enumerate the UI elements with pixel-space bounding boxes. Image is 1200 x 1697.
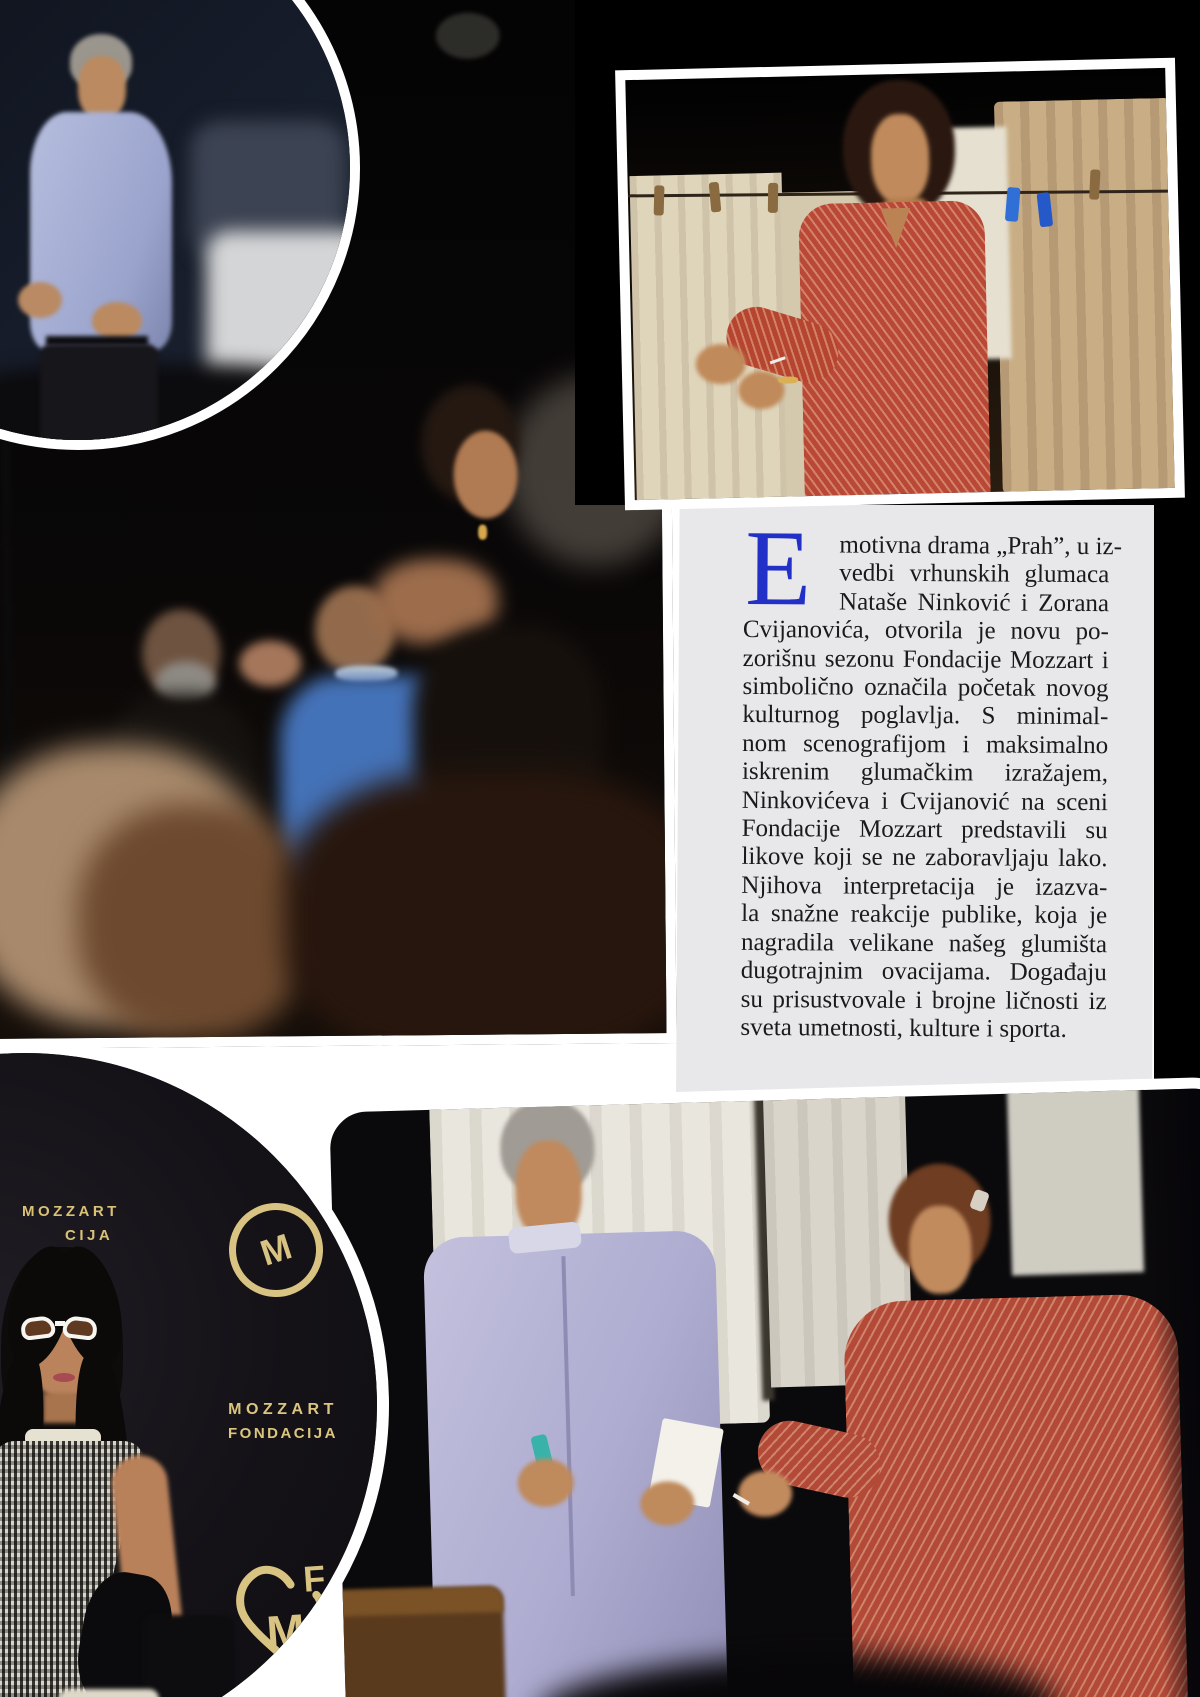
article-line: Ninkovićeva i Cvijanović na sceni (741, 786, 1108, 816)
article-line: Fondacije Mozzart predstavili su (741, 814, 1108, 845)
article-drop-cap: E (744, 508, 812, 629)
photo-actress-clothesline (615, 58, 1185, 511)
article-line: Nataše Ninković i Zorana (838, 588, 1110, 617)
article-line: likove koji se ne zaboravljaju lako. (741, 843, 1108, 873)
clothespin-shape (1089, 169, 1100, 199)
article-text-panel (676, 455, 1156, 1100)
art-shape (59, 1689, 159, 1697)
art-shape (908, 1205, 972, 1295)
gold-bracelet-shape (778, 376, 798, 383)
clothespin-shape (654, 185, 665, 215)
wordmark-line1: MOZZART (228, 1401, 338, 1418)
mf-heart-logo (227, 1557, 347, 1683)
article-line: Njihova interpretacija je izazva- (741, 871, 1108, 902)
article-line: nom scenografijom i maksimalno (742, 729, 1109, 760)
art-shape (55, 1321, 65, 1326)
article-line: zorišnu sezonu Fondacije Mozzart i (742, 644, 1109, 674)
article-line: nagradila velikane našeg glumišta (740, 928, 1108, 958)
blue-clothespin-shape (1005, 187, 1021, 222)
article-line: iskrenim glumačkim izražajem, (741, 758, 1109, 788)
photo-stage-duo-art (329, 1088, 1200, 1113)
article-line: kulturnog poglavlja. S minimal- (742, 701, 1109, 731)
article-line: motivna drama „Prah”, u iz- (839, 531, 1123, 561)
red-patterned-blouse-shape (843, 1293, 1190, 1697)
backdrop-brand-text-partial: CIJA (65, 1227, 114, 1244)
article-line: la snažne reakcije publike, koja je (741, 900, 1108, 930)
art-shape (78, 56, 126, 120)
art-shape (18, 282, 62, 318)
wordmark-line2: FONDACIJA (227, 1425, 338, 1442)
photo-guest-circle (0, 1041, 389, 1697)
black-backdrop-right (1154, 420, 1200, 1095)
art-shape (870, 113, 930, 204)
art-shape (92, 302, 142, 340)
clothespin-shape (768, 183, 778, 213)
art-shape (283, 770, 676, 1049)
article-line: vedbi vrhunskih glumaca (839, 559, 1110, 589)
hanging-cloth-shape (994, 98, 1179, 494)
art-shape (453, 430, 518, 519)
art-shape (40, 344, 158, 444)
mozzart-fondacija-wordmark (203, 1401, 363, 1442)
photo-actress-art (625, 68, 1165, 80)
handbag-shape (143, 1615, 235, 1697)
article-line: su prisustvovale i brojne ličnosti iz (740, 985, 1107, 1015)
art-shape (77, 803, 314, 1040)
hanging-sheet-shape (1007, 1084, 1144, 1276)
art-shape (53, 1373, 75, 1382)
heart-logo-m: M (264, 1603, 307, 1659)
article-line: Cvijanovića, otvorila je novu po- (742, 616, 1109, 646)
backdrop-brand-text: MOZZART (22, 1203, 120, 1220)
article-line: dugotrajnim ovacijama. Događaju (740, 957, 1107, 987)
article-line: simbolično označila početak novog (742, 672, 1109, 703)
photo-speaker-circle (0, 0, 360, 450)
ring-logo-letter: M (255, 1225, 297, 1274)
photo-stage-duo (318, 1076, 1200, 1697)
article-line: sveta umetnosti, kulture i sporta. (740, 1013, 1067, 1043)
gold-earring-shape (478, 525, 487, 540)
heart-logo-f: F (301, 1557, 327, 1600)
art-shape (737, 1470, 792, 1517)
